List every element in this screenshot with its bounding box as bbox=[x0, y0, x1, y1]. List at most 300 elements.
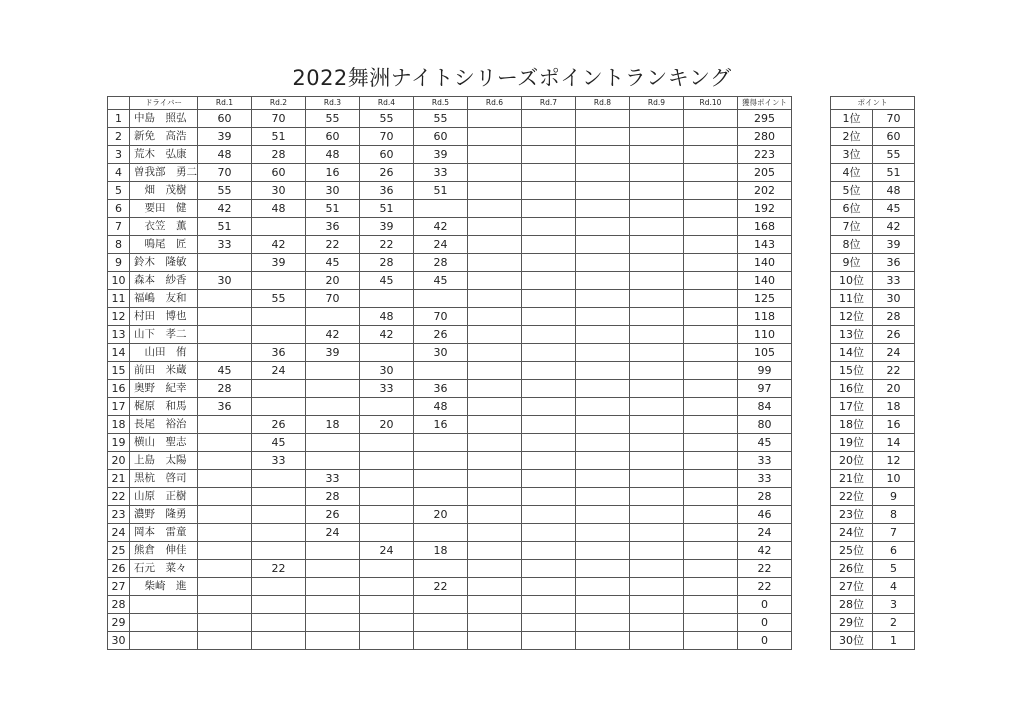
points-value-cell: 16 bbox=[873, 416, 915, 434]
table-row bbox=[108, 308, 792, 326]
column-header: Rd.1 bbox=[198, 97, 252, 110]
round-points-cell bbox=[468, 164, 522, 182]
round-points-cell: 55 bbox=[252, 290, 306, 308]
round-points-cell: 28 bbox=[252, 146, 306, 164]
total-points-cell: 0 bbox=[738, 614, 792, 632]
round-points-cell bbox=[522, 470, 576, 488]
total-points-cell: 97 bbox=[738, 380, 792, 398]
total-points-cell: 99 bbox=[738, 362, 792, 380]
round-points-cell bbox=[252, 380, 306, 398]
total-points-cell: 42 bbox=[738, 542, 792, 560]
round-points-cell bbox=[414, 362, 468, 380]
round-points-cell: 39 bbox=[306, 344, 360, 362]
total-points-cell: 46 bbox=[738, 506, 792, 524]
points-value-cell: 24 bbox=[873, 344, 915, 362]
position-cell: 11位 bbox=[831, 290, 873, 308]
round-points-cell bbox=[522, 560, 576, 578]
total-points-cell: 33 bbox=[738, 452, 792, 470]
round-points-cell bbox=[414, 560, 468, 578]
points-row bbox=[831, 614, 915, 632]
round-points-cell bbox=[684, 146, 738, 164]
round-points-cell bbox=[576, 218, 630, 236]
round-points-cell bbox=[684, 182, 738, 200]
round-points-cell bbox=[306, 362, 360, 380]
driver-name-cell: 鳴尾 匠 bbox=[130, 236, 198, 254]
position-cell: 27位 bbox=[831, 578, 873, 596]
round-points-cell bbox=[252, 470, 306, 488]
round-points-cell bbox=[522, 542, 576, 560]
round-points-cell bbox=[684, 236, 738, 254]
round-points-cell: 51 bbox=[198, 218, 252, 236]
round-points-cell bbox=[684, 524, 738, 542]
position-cell: 6位 bbox=[831, 200, 873, 218]
round-points-cell bbox=[198, 254, 252, 272]
round-points-cell bbox=[306, 632, 360, 650]
round-points-cell bbox=[522, 524, 576, 542]
points-row bbox=[831, 182, 915, 200]
round-points-cell: 26 bbox=[360, 164, 414, 182]
rank-cell: 10 bbox=[108, 272, 130, 290]
driver-name-cell bbox=[130, 614, 198, 632]
round-points-cell: 16 bbox=[414, 416, 468, 434]
driver-name-cell: 石元 菜々 bbox=[130, 560, 198, 578]
round-points-cell bbox=[198, 632, 252, 650]
round-points-cell: 36 bbox=[252, 344, 306, 362]
round-points-cell bbox=[198, 308, 252, 326]
round-points-cell bbox=[630, 326, 684, 344]
rank-cell: 20 bbox=[108, 452, 130, 470]
rank-cell: 3 bbox=[108, 146, 130, 164]
round-points-cell: 20 bbox=[306, 272, 360, 290]
round-points-cell bbox=[414, 596, 468, 614]
round-points-cell bbox=[252, 542, 306, 560]
round-points-cell bbox=[414, 470, 468, 488]
round-points-cell bbox=[522, 506, 576, 524]
total-points-cell: 202 bbox=[738, 182, 792, 200]
round-points-cell bbox=[360, 344, 414, 362]
points-row bbox=[831, 290, 915, 308]
round-points-cell bbox=[630, 452, 684, 470]
points-table bbox=[830, 96, 915, 650]
total-points-cell: 143 bbox=[738, 236, 792, 254]
round-points-cell: 39 bbox=[414, 146, 468, 164]
table-row bbox=[108, 164, 792, 182]
round-points-cell: 28 bbox=[414, 254, 468, 272]
round-points-cell bbox=[198, 524, 252, 542]
rank-cell: 5 bbox=[108, 182, 130, 200]
round-points-cell bbox=[468, 290, 522, 308]
round-points-cell bbox=[198, 344, 252, 362]
points-value-cell: 7 bbox=[873, 524, 915, 542]
round-points-cell bbox=[306, 596, 360, 614]
points-value-cell: 55 bbox=[873, 146, 915, 164]
points-value-cell: 8 bbox=[873, 506, 915, 524]
round-points-cell bbox=[630, 164, 684, 182]
round-points-cell bbox=[360, 614, 414, 632]
round-points-cell bbox=[306, 452, 360, 470]
points-value-cell: 60 bbox=[873, 128, 915, 146]
points-row bbox=[831, 578, 915, 596]
round-points-cell: 24 bbox=[306, 524, 360, 542]
round-points-cell bbox=[468, 308, 522, 326]
round-points-cell bbox=[468, 506, 522, 524]
total-points-cell: 295 bbox=[738, 110, 792, 128]
rank-cell: 22 bbox=[108, 488, 130, 506]
points-value-cell: 45 bbox=[873, 200, 915, 218]
round-points-cell bbox=[306, 578, 360, 596]
round-points-cell bbox=[522, 182, 576, 200]
total-points-cell: 80 bbox=[738, 416, 792, 434]
round-points-cell bbox=[684, 596, 738, 614]
position-cell: 18位 bbox=[831, 416, 873, 434]
column-header: Rd.9 bbox=[630, 97, 684, 110]
round-points-cell bbox=[468, 128, 522, 146]
round-points-cell: 30 bbox=[252, 182, 306, 200]
round-points-cell bbox=[468, 380, 522, 398]
round-points-cell: 22 bbox=[414, 578, 468, 596]
round-points-cell: 20 bbox=[360, 416, 414, 434]
rank-cell: 24 bbox=[108, 524, 130, 542]
round-points-cell: 30 bbox=[306, 182, 360, 200]
round-points-cell: 28 bbox=[198, 380, 252, 398]
driver-name-cell: 柴崎 進 bbox=[130, 578, 198, 596]
round-points-cell: 33 bbox=[414, 164, 468, 182]
position-cell: 1位 bbox=[831, 110, 873, 128]
round-points-cell bbox=[468, 596, 522, 614]
table-row bbox=[108, 452, 792, 470]
round-points-cell: 48 bbox=[252, 200, 306, 218]
points-row bbox=[831, 542, 915, 560]
position-cell: 16位 bbox=[831, 380, 873, 398]
round-points-cell bbox=[252, 488, 306, 506]
driver-name-cell: 山田 侑 bbox=[130, 344, 198, 362]
table-row bbox=[108, 380, 792, 398]
driver-name-cell bbox=[130, 632, 198, 650]
driver-name-cell: 衣笠 薫 bbox=[130, 218, 198, 236]
round-points-cell bbox=[522, 344, 576, 362]
round-points-cell bbox=[630, 110, 684, 128]
round-points-cell bbox=[576, 596, 630, 614]
round-points-cell bbox=[252, 614, 306, 632]
round-points-cell bbox=[576, 326, 630, 344]
round-points-cell bbox=[198, 470, 252, 488]
points-row bbox=[831, 434, 915, 452]
table-row bbox=[108, 362, 792, 380]
driver-name-cell: 村田 博也 bbox=[130, 308, 198, 326]
points-row bbox=[831, 164, 915, 182]
round-points-cell bbox=[576, 146, 630, 164]
round-points-cell bbox=[684, 128, 738, 146]
round-points-cell: 51 bbox=[414, 182, 468, 200]
round-points-cell bbox=[630, 596, 684, 614]
round-points-cell: 55 bbox=[306, 110, 360, 128]
round-points-cell bbox=[198, 290, 252, 308]
round-points-cell bbox=[306, 614, 360, 632]
table-row bbox=[108, 110, 792, 128]
round-points-cell bbox=[468, 218, 522, 236]
round-points-cell bbox=[252, 578, 306, 596]
points-row bbox=[831, 218, 915, 236]
rank-cell: 30 bbox=[108, 632, 130, 650]
points-value-cell: 30 bbox=[873, 290, 915, 308]
position-cell: 14位 bbox=[831, 344, 873, 362]
total-points-cell: 84 bbox=[738, 398, 792, 416]
round-points-cell bbox=[252, 596, 306, 614]
points-row bbox=[831, 128, 915, 146]
driver-name-cell: 要田 健 bbox=[130, 200, 198, 218]
driver-name-cell: 新免 高浩 bbox=[130, 128, 198, 146]
table-row bbox=[108, 146, 792, 164]
position-cell: 3位 bbox=[831, 146, 873, 164]
ranking-header-row bbox=[108, 97, 792, 110]
round-points-cell: 26 bbox=[306, 506, 360, 524]
position-cell: 25位 bbox=[831, 542, 873, 560]
driver-name-cell: 横山 聖志 bbox=[130, 434, 198, 452]
round-points-cell: 36 bbox=[414, 380, 468, 398]
position-cell: 5位 bbox=[831, 182, 873, 200]
position-cell: 19位 bbox=[831, 434, 873, 452]
rank-cell: 12 bbox=[108, 308, 130, 326]
column-header: Rd.10 bbox=[684, 97, 738, 110]
round-points-cell bbox=[360, 560, 414, 578]
round-points-cell: 45 bbox=[198, 362, 252, 380]
points-value-cell: 6 bbox=[873, 542, 915, 560]
total-points-cell: 0 bbox=[738, 596, 792, 614]
round-points-cell bbox=[576, 488, 630, 506]
round-points-cell: 26 bbox=[414, 326, 468, 344]
rank-cell: 1 bbox=[108, 110, 130, 128]
driver-name-cell: 森本 紗香 bbox=[130, 272, 198, 290]
round-points-cell bbox=[630, 398, 684, 416]
total-points-cell: 105 bbox=[738, 344, 792, 362]
position-cell: 29位 bbox=[831, 614, 873, 632]
round-points-cell bbox=[468, 362, 522, 380]
position-cell: 2位 bbox=[831, 128, 873, 146]
rank-cell: 17 bbox=[108, 398, 130, 416]
points-row bbox=[831, 272, 915, 290]
round-points-cell: 51 bbox=[252, 128, 306, 146]
round-points-cell bbox=[576, 578, 630, 596]
total-points-cell: 110 bbox=[738, 326, 792, 344]
table-row bbox=[108, 470, 792, 488]
round-points-cell bbox=[630, 272, 684, 290]
round-points-cell bbox=[468, 452, 522, 470]
round-points-cell bbox=[468, 200, 522, 218]
column-header: Rd.4 bbox=[360, 97, 414, 110]
round-points-cell bbox=[468, 614, 522, 632]
round-points-cell bbox=[306, 434, 360, 452]
round-points-cell bbox=[630, 542, 684, 560]
table-row bbox=[108, 254, 792, 272]
position-cell: 24位 bbox=[831, 524, 873, 542]
position-cell: 4位 bbox=[831, 164, 873, 182]
table-row bbox=[108, 398, 792, 416]
driver-name-cell: 上島 太陽 bbox=[130, 452, 198, 470]
points-row bbox=[831, 200, 915, 218]
round-points-cell bbox=[198, 416, 252, 434]
position-cell: 21位 bbox=[831, 470, 873, 488]
position-cell: 30位 bbox=[831, 632, 873, 650]
round-points-cell bbox=[360, 578, 414, 596]
position-cell: 23位 bbox=[831, 506, 873, 524]
round-points-cell bbox=[576, 398, 630, 416]
points-value-cell: 51 bbox=[873, 164, 915, 182]
round-points-cell bbox=[576, 380, 630, 398]
round-points-cell bbox=[360, 452, 414, 470]
round-points-cell: 70 bbox=[198, 164, 252, 182]
round-points-cell: 48 bbox=[306, 146, 360, 164]
round-points-cell bbox=[576, 524, 630, 542]
round-points-cell bbox=[576, 236, 630, 254]
rank-cell: 21 bbox=[108, 470, 130, 488]
table-row bbox=[108, 542, 792, 560]
rank-cell: 25 bbox=[108, 542, 130, 560]
round-points-cell: 42 bbox=[252, 236, 306, 254]
round-points-cell: 36 bbox=[306, 218, 360, 236]
round-points-cell bbox=[630, 236, 684, 254]
driver-name-cell: 福嶋 友和 bbox=[130, 290, 198, 308]
points-value-cell: 42 bbox=[873, 218, 915, 236]
rank-cell: 28 bbox=[108, 596, 130, 614]
round-points-cell bbox=[522, 380, 576, 398]
round-points-cell bbox=[414, 614, 468, 632]
round-points-cell bbox=[522, 164, 576, 182]
position-cell: 7位 bbox=[831, 218, 873, 236]
round-points-cell: 48 bbox=[360, 308, 414, 326]
round-points-cell bbox=[684, 380, 738, 398]
round-points-cell bbox=[522, 326, 576, 344]
points-value-cell: 22 bbox=[873, 362, 915, 380]
round-points-cell bbox=[468, 110, 522, 128]
round-points-cell bbox=[576, 452, 630, 470]
round-points-cell: 30 bbox=[198, 272, 252, 290]
round-points-cell bbox=[684, 470, 738, 488]
round-points-cell bbox=[468, 236, 522, 254]
driver-name-cell: 奥野 紀幸 bbox=[130, 380, 198, 398]
round-points-cell bbox=[468, 632, 522, 650]
round-points-cell: 36 bbox=[360, 182, 414, 200]
round-points-cell bbox=[468, 272, 522, 290]
round-points-cell: 24 bbox=[252, 362, 306, 380]
round-points-cell bbox=[414, 200, 468, 218]
round-points-cell bbox=[576, 560, 630, 578]
round-points-cell: 48 bbox=[414, 398, 468, 416]
round-points-cell bbox=[576, 290, 630, 308]
round-points-cell: 33 bbox=[252, 452, 306, 470]
rank-cell: 16 bbox=[108, 380, 130, 398]
round-points-cell: 60 bbox=[414, 128, 468, 146]
round-points-cell bbox=[684, 254, 738, 272]
round-points-cell bbox=[360, 524, 414, 542]
round-points-cell bbox=[630, 488, 684, 506]
round-points-cell bbox=[630, 200, 684, 218]
table-row bbox=[108, 236, 792, 254]
round-points-cell bbox=[684, 308, 738, 326]
round-points-cell: 42 bbox=[198, 200, 252, 218]
round-points-cell: 18 bbox=[306, 416, 360, 434]
total-points-cell: 192 bbox=[738, 200, 792, 218]
column-header: Rd.2 bbox=[252, 97, 306, 110]
round-points-cell bbox=[360, 434, 414, 452]
table-row bbox=[108, 578, 792, 596]
position-cell: 10位 bbox=[831, 272, 873, 290]
ranking-table bbox=[107, 96, 792, 650]
points-row bbox=[831, 146, 915, 164]
round-points-cell bbox=[630, 218, 684, 236]
points-row bbox=[831, 326, 915, 344]
points-value-cell: 39 bbox=[873, 236, 915, 254]
round-points-cell bbox=[468, 344, 522, 362]
round-points-cell bbox=[630, 614, 684, 632]
round-points-cell: 48 bbox=[198, 146, 252, 164]
column-header: 獲得ポイント bbox=[738, 97, 792, 110]
round-points-cell bbox=[576, 614, 630, 632]
table-row bbox=[108, 614, 792, 632]
driver-name-cell: 梶原 和馬 bbox=[130, 398, 198, 416]
round-points-cell: 70 bbox=[306, 290, 360, 308]
round-points-cell bbox=[306, 560, 360, 578]
round-points-cell bbox=[414, 632, 468, 650]
round-points-cell bbox=[360, 488, 414, 506]
round-points-cell: 51 bbox=[360, 200, 414, 218]
round-points-cell bbox=[198, 560, 252, 578]
points-value-cell: 5 bbox=[873, 560, 915, 578]
points-row bbox=[831, 110, 915, 128]
position-cell: 17位 bbox=[831, 398, 873, 416]
round-points-cell bbox=[252, 326, 306, 344]
round-points-cell bbox=[630, 470, 684, 488]
round-points-cell bbox=[684, 632, 738, 650]
points-value-cell: 70 bbox=[873, 110, 915, 128]
round-points-cell bbox=[522, 128, 576, 146]
round-points-cell bbox=[684, 506, 738, 524]
round-points-cell: 70 bbox=[414, 308, 468, 326]
round-points-cell: 36 bbox=[198, 398, 252, 416]
position-cell: 28位 bbox=[831, 596, 873, 614]
rank-cell: 2 bbox=[108, 128, 130, 146]
round-points-cell bbox=[252, 218, 306, 236]
table-row bbox=[108, 344, 792, 362]
round-points-cell bbox=[522, 452, 576, 470]
round-points-cell bbox=[522, 398, 576, 416]
points-value-cell: 4 bbox=[873, 578, 915, 596]
round-points-cell bbox=[630, 182, 684, 200]
points-header-row bbox=[831, 97, 915, 110]
round-points-cell bbox=[252, 308, 306, 326]
total-points-cell: 45 bbox=[738, 434, 792, 452]
points-value-cell: 3 bbox=[873, 596, 915, 614]
points-row bbox=[831, 308, 915, 326]
round-points-cell bbox=[522, 416, 576, 434]
points-row bbox=[831, 470, 915, 488]
points-row bbox=[831, 380, 915, 398]
round-points-cell bbox=[306, 398, 360, 416]
round-points-cell bbox=[414, 524, 468, 542]
points-header: ポイント bbox=[831, 97, 915, 110]
total-points-cell: 205 bbox=[738, 164, 792, 182]
rank-cell: 15 bbox=[108, 362, 130, 380]
round-points-cell bbox=[630, 560, 684, 578]
column-header bbox=[108, 97, 130, 110]
driver-name-cell: 濃野 隆勇 bbox=[130, 506, 198, 524]
column-header: ドライバー bbox=[130, 97, 198, 110]
round-points-cell: 60 bbox=[252, 164, 306, 182]
points-row bbox=[831, 416, 915, 434]
round-points-cell bbox=[522, 614, 576, 632]
position-cell: 9位 bbox=[831, 254, 873, 272]
round-points-cell: 70 bbox=[360, 128, 414, 146]
points-row bbox=[831, 632, 915, 650]
